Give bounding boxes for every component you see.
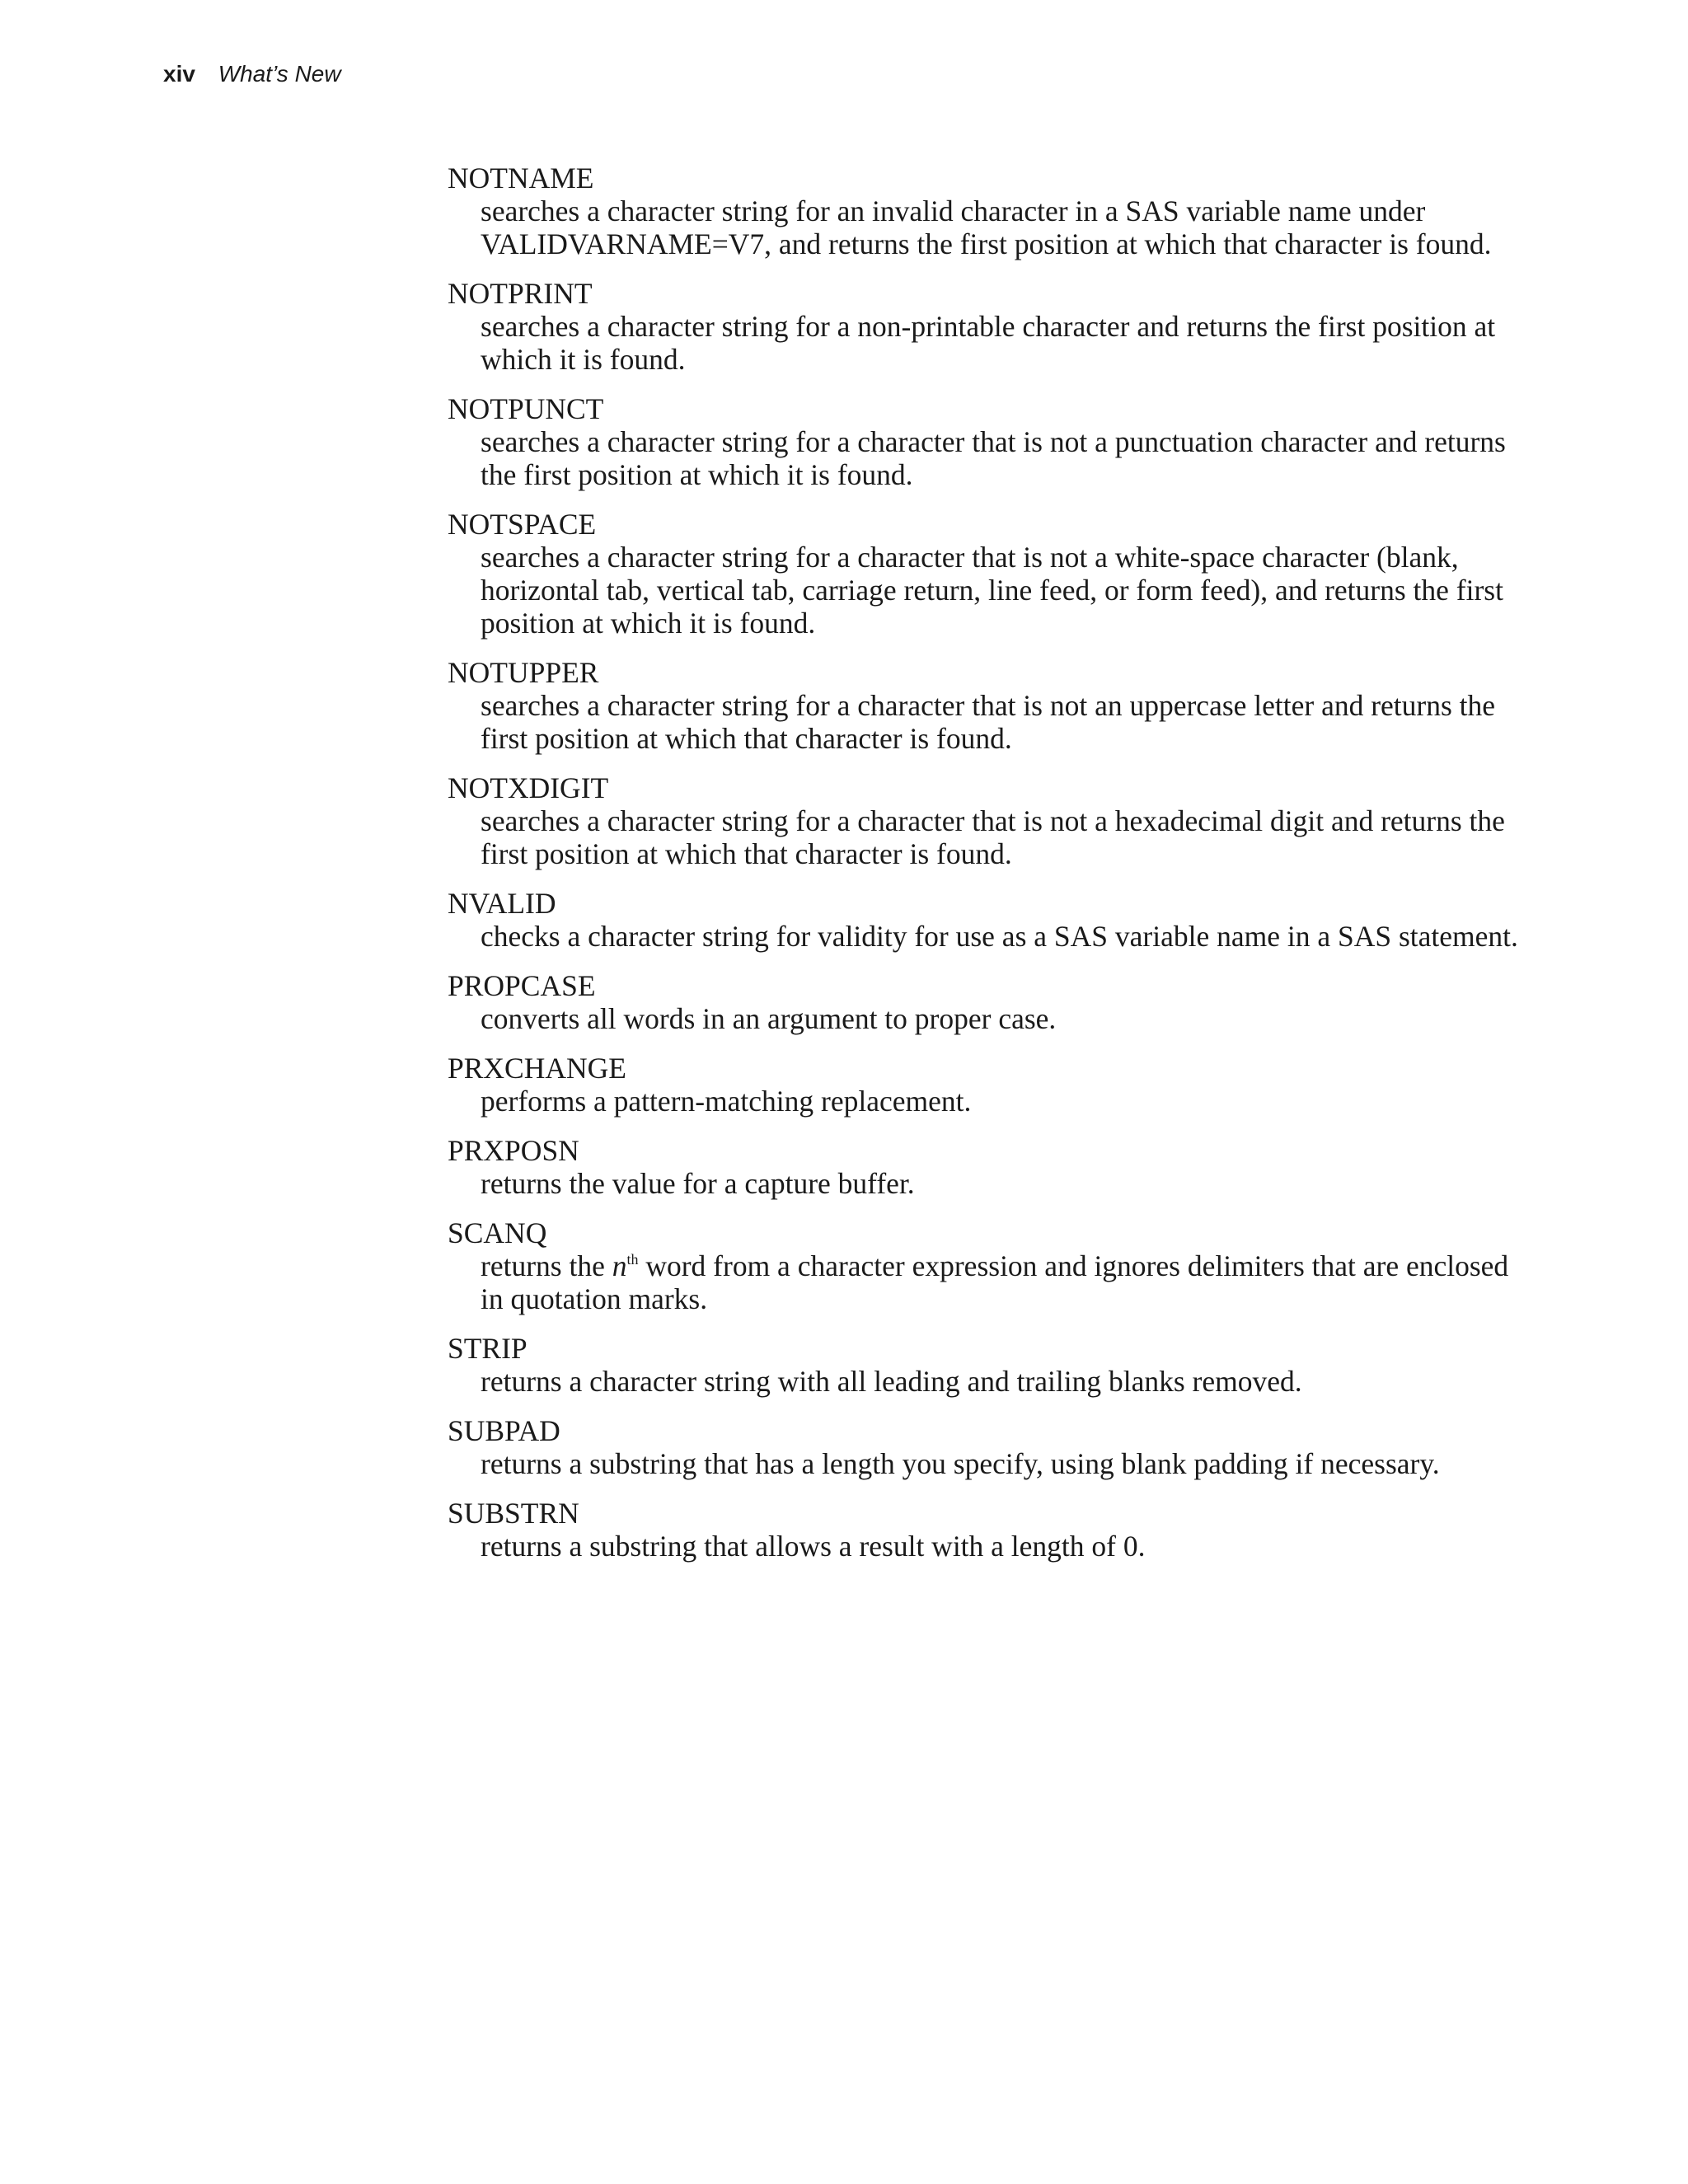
running-head [163, 58, 341, 91]
function-description [448, 1249, 1519, 1315]
function-list [448, 162, 1519, 1579]
function-description: returns a substring that allows a result with a length of 0. [481, 1530, 1146, 1563]
function-description: searches a character string for a non-printable character and returns the first position at which it is found. [481, 310, 1496, 376]
superscript-th: th [626, 1251, 639, 1268]
function-entry-notpunct [448, 392, 1519, 491]
function-description: searches a character string for an invalid character in a SAS variable name under VALIDVARNAME=V7, and returns the first position at which that character is found. [481, 194, 1492, 260]
function-entry-nvalid [448, 887, 1519, 953]
function-name: PRXPOSN [448, 1134, 579, 1167]
function-entry-scanq [448, 1216, 1519, 1315]
function-name: PROPCASE [448, 969, 596, 1002]
description-text: word from a character expression and ignores delimiters that are enclosed in quotation marks. [481, 1249, 1509, 1315]
function-entry-notname [448, 162, 1519, 260]
function-entry-propcase [448, 969, 1519, 1035]
function-description: returns a substring that has a length you specify, using blank padding if necessary. [481, 1447, 1440, 1480]
function-description: converts all words in an argument to proper case. [481, 1002, 1057, 1035]
function-name: NOTPUNCT [448, 392, 604, 425]
function-entry-notprint [448, 277, 1519, 376]
function-name: PRXCHANGE [448, 1052, 626, 1085]
function-name: NOTPRINT [448, 277, 593, 310]
function-name: NOTNAME [448, 162, 594, 194]
function-description: searches a character string for a character that is not an uppercase letter and returns the first position at which that character is found. [481, 689, 1496, 755]
function-name: SCANQ [448, 1216, 547, 1249]
function-entry-substrn [448, 1497, 1519, 1563]
function-name: SUBPAD [448, 1414, 560, 1447]
function-name: SUBSTRN [448, 1497, 579, 1530]
function-entry-notspace [448, 508, 1519, 640]
function-name: STRIP [448, 1332, 528, 1365]
function-description: searches a character string for a character that is not a white-space character (blank, horizontal tab, vertical tab, carriage return, line feed, or form feed), and returns the first position at which it is found. [481, 541, 1503, 640]
function-entry-prxchange [448, 1052, 1519, 1118]
function-description: checks a character string for validity for use as a SAS variable name in a SAS statement. [481, 920, 1518, 953]
function-name: NOTSPACE [448, 508, 597, 541]
variable-n: n [612, 1249, 627, 1282]
function-description: returns the value for a capture buffer. [481, 1167, 915, 1200]
function-description: performs a pattern-matching replacement. [481, 1085, 972, 1118]
page-number: xiv [163, 61, 195, 87]
description-text: returns the [481, 1249, 612, 1282]
function-name: NOTXDIGIT [448, 771, 609, 804]
section-title: What’s New [218, 61, 341, 87]
function-entry-subpad [448, 1414, 1519, 1480]
function-entry-notupper [448, 656, 1519, 755]
function-name: NVALID [448, 887, 556, 920]
function-entry-strip [448, 1332, 1519, 1398]
function-description: searches a character string for a character that is not a punctuation character and returns the first position at which it is found. [481, 425, 1506, 491]
function-entry-notxdigit [448, 771, 1519, 870]
function-description: searches a character string for a character that is not a hexadecimal digit and returns the first position at which that character is found. [481, 804, 1505, 870]
function-description: returns a character string with all leading and trailing blanks removed. [481, 1365, 1302, 1398]
function-name: NOTUPPER [448, 656, 599, 689]
function-entry-prxposn [448, 1134, 1519, 1200]
